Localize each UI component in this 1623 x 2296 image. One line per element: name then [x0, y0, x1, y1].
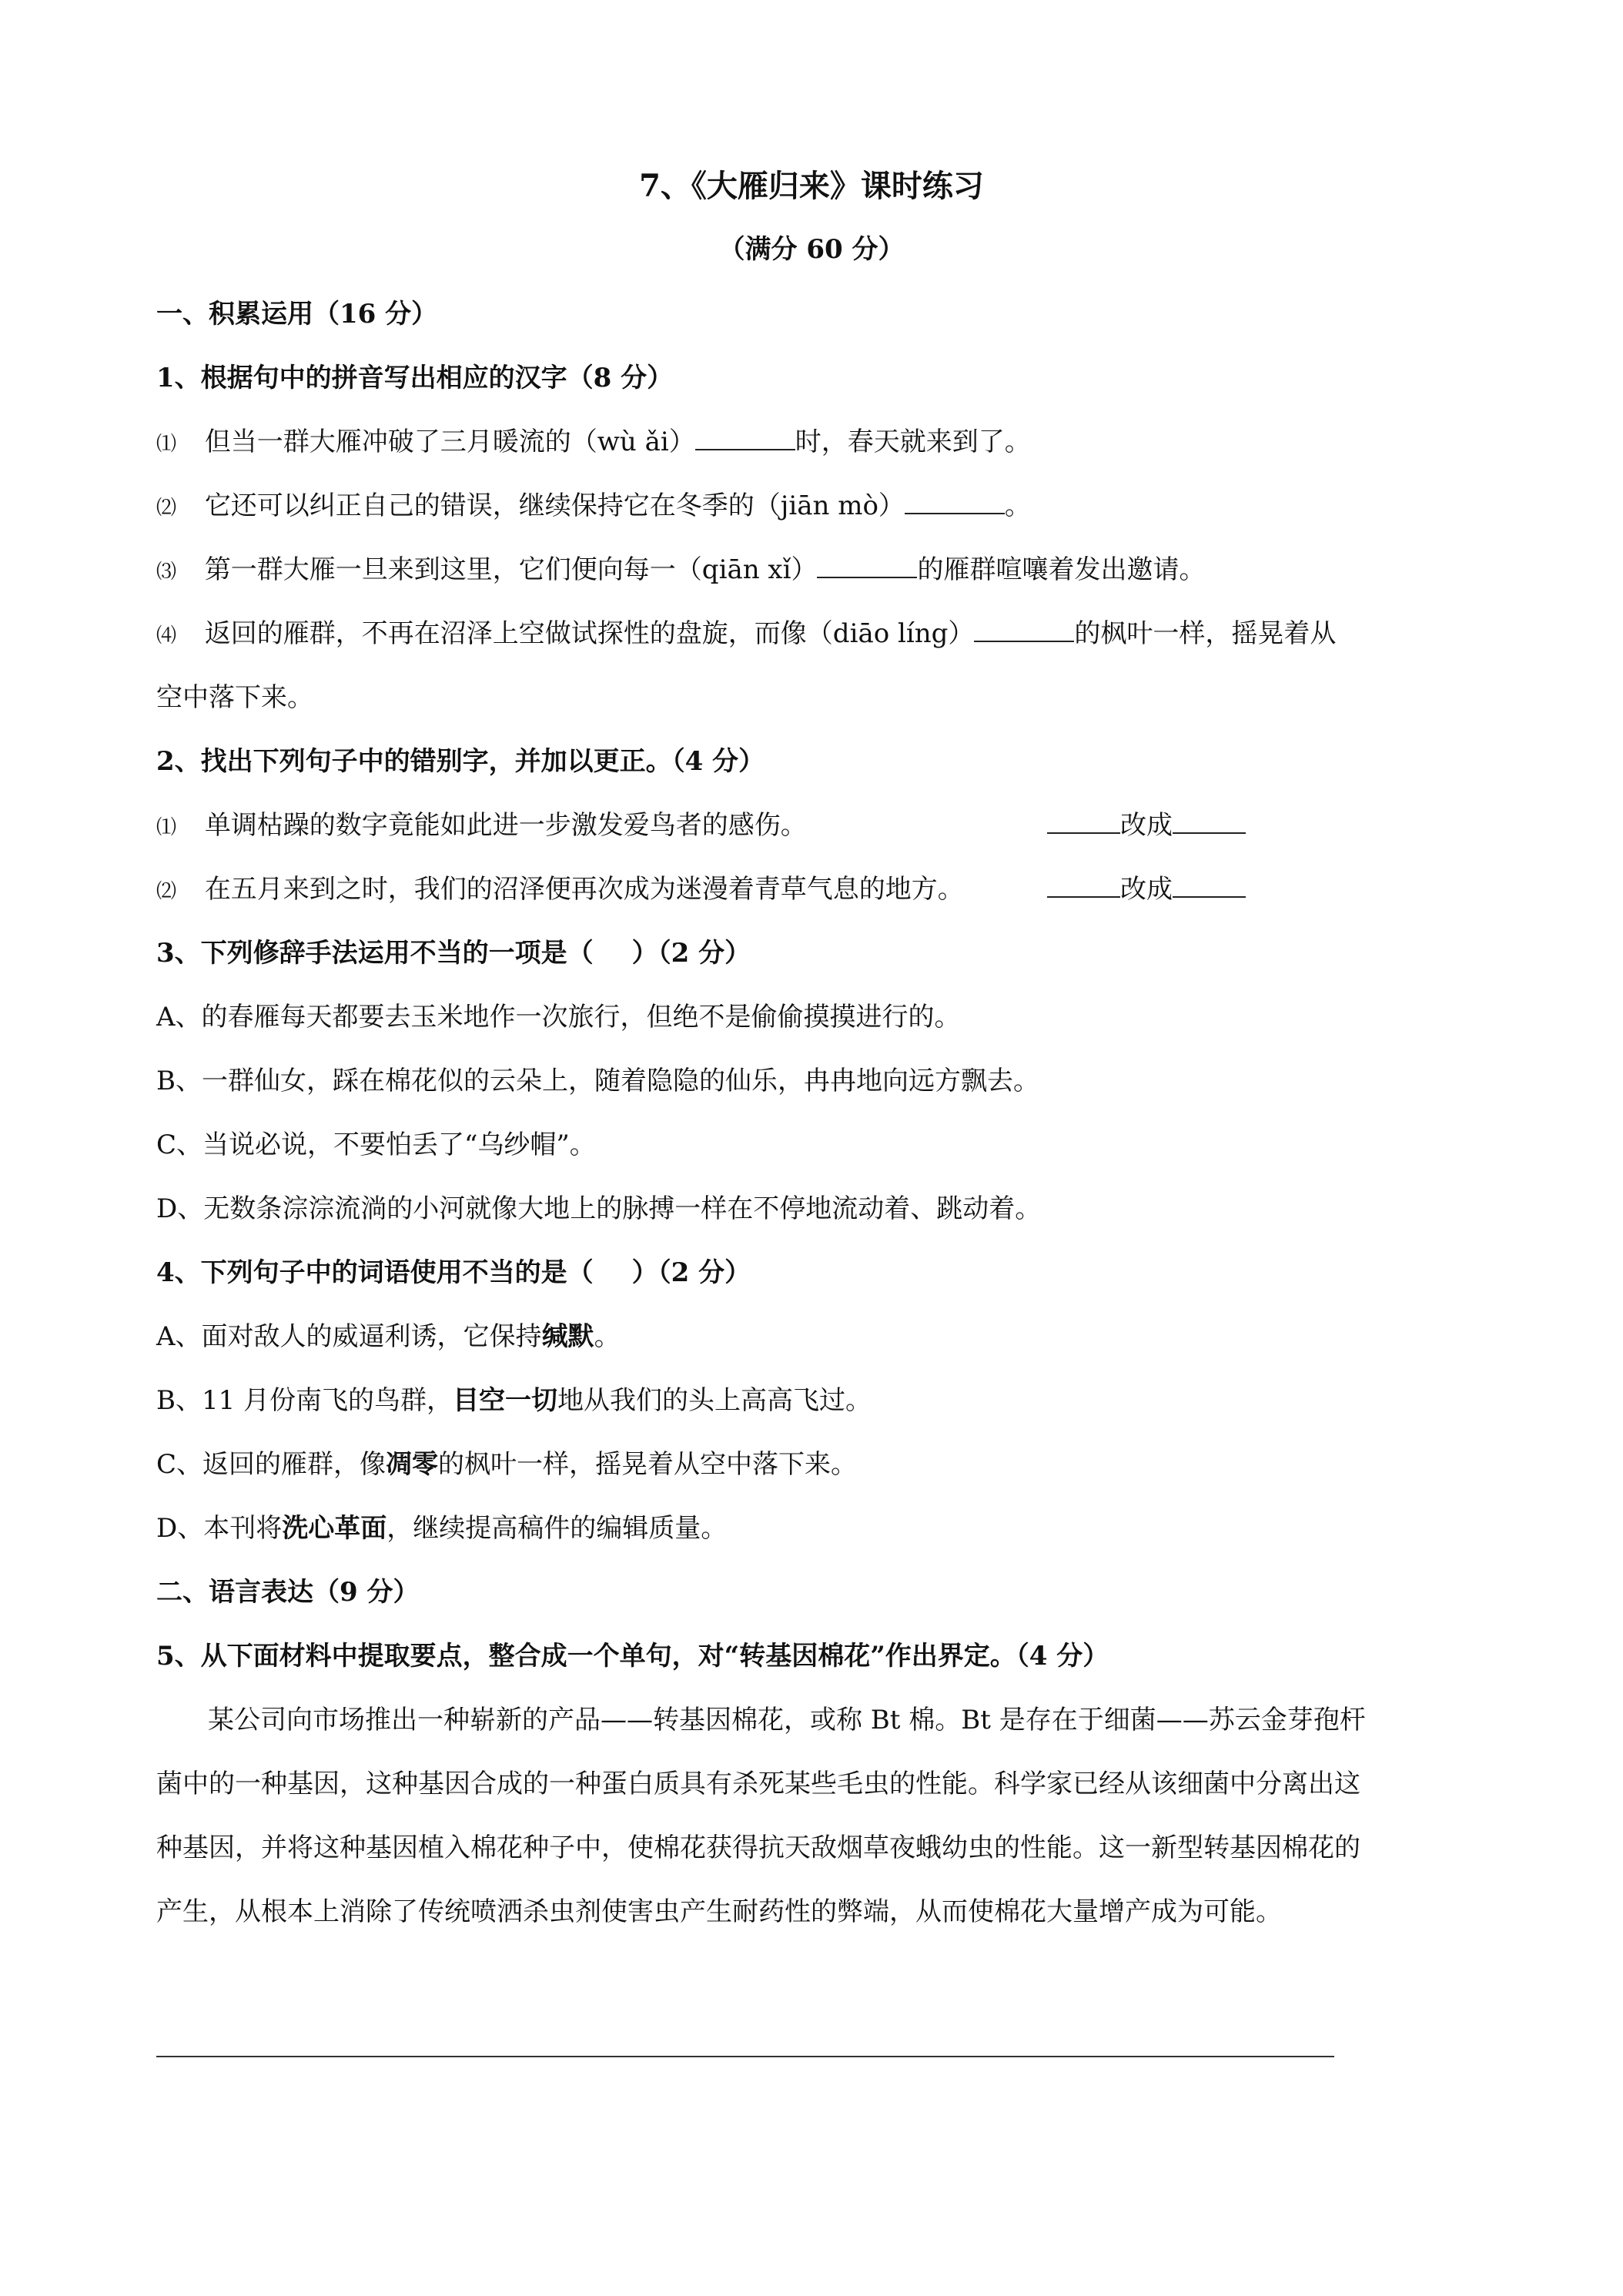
q5-stem: 5、从下面材料中提取要点，整合成一个单句，对“转基因棉花”作出界定。（4 分）	[156, 1641, 1109, 1672]
q3-stem	[156, 935, 751, 972]
item-text: 的枫叶一样，摇晃着从	[1074, 618, 1337, 649]
option-text: C、返回的雁群，像	[156, 1449, 387, 1480]
page-subtitle: （满分 60 分）	[718, 234, 905, 265]
item-text: 但当一群大雁冲破了三月暖流的（wù ǎi）	[204, 427, 695, 457]
wrong-char-blank[interactable]	[1047, 809, 1120, 834]
option-keyword: 洗心革面	[282, 1513, 387, 1544]
item-number: ⑵	[156, 880, 177, 903]
item-text: 单调枯躁的数字竟能如此进一步激发爱鸟者的感伤。	[204, 810, 807, 841]
section1-heading: 一、积累运用（16 分）	[156, 299, 438, 330]
q3-option-a: A、的春雁每天都要去玉米地作一次旅行，但绝不是偷偷摸摸进行的。	[156, 1002, 961, 1033]
section2-heading: 二、语言表达（9 分）	[156, 1577, 420, 1608]
option-text: 的枫叶一样，摇晃着从空中落下来。	[438, 1449, 858, 1480]
q3-option-c: C、当说必说，不要怕丢了“乌纱帽”。	[156, 1130, 596, 1160]
q4-stem-text: 4、下列句子中的词语使用不当的是（	[156, 1257, 594, 1288]
q5-passage-line-2: 菌中的一种基因，这种基因合成的一种蛋白质具有杀死某些毛虫的性能。科学家已经从该细菌中分离出这	[156, 1769, 1360, 1799]
q2-stem: 2、找出下列句子中的错别字，并加以更正。（4 分）	[156, 746, 765, 777]
item-number: ⑴	[156, 816, 177, 839]
q2-item-1	[156, 807, 807, 846]
wrong-char-blank[interactable]	[1047, 873, 1120, 898]
change-label: 改成	[1120, 810, 1173, 841]
q4-option-d	[156, 1510, 727, 1547]
option-text: A、面对敌人的威逼利诱，它保持	[156, 1321, 542, 1352]
item-text: 第一群大雁一旦来到这里，它们便向每一（qiān xǐ）	[204, 554, 818, 585]
q1-item-4-continuation: 空中落下来。	[156, 682, 313, 713]
option-text: ，继续提高稿件的编辑质量。	[387, 1513, 728, 1544]
q5-passage-line-3: 种基因，并将这种基因植入棉花种子中，使棉花获得抗天敌烟草夜蛾幼虫的性能。这一新型转基因棉花的	[156, 1832, 1360, 1863]
q4-stem	[156, 1254, 751, 1291]
q2-correction-1	[1047, 807, 1246, 844]
page-title: 7、《大雁归来》课时练习	[639, 168, 984, 204]
q4-option-a	[156, 1318, 621, 1355]
q4-option-c	[156, 1446, 857, 1483]
q5-passage-line-4: 产生，从根本上消除了传统喷洒杀虫剂使害虫产生耐药性的弊端，从而使棉花大量增产成为可能。	[156, 1896, 1282, 1927]
right-char-blank[interactable]	[1173, 809, 1246, 834]
option-keyword: 目空一切	[453, 1385, 558, 1416]
option-text: D、本刊将	[156, 1513, 283, 1544]
option-text: 。	[594, 1321, 621, 1352]
q4-stem-score: ）（2 分）	[631, 1257, 751, 1288]
q2-item-2	[156, 871, 964, 910]
q5-passage-line-1: 某公司向市场推出一种崭新的产品——转基因棉花，或称 Bt 棉。Bt 是存在于细菌——苏云金芽孢杆	[208, 1705, 1366, 1735]
item-text: 。	[1004, 490, 1031, 521]
q4-option-b	[156, 1382, 872, 1419]
option-keyword: 缄默	[541, 1321, 594, 1352]
answer-blank[interactable]	[974, 618, 1074, 642]
option-text: B、11 月份南飞的鸟群，	[156, 1385, 453, 1416]
answer-blank[interactable]	[905, 490, 1005, 514]
right-char-blank[interactable]	[1173, 873, 1246, 898]
option-keyword: 凋零	[386, 1449, 439, 1480]
item-number: ⑵	[156, 497, 177, 520]
q3-stem-text: 3、下列修辞手法运用不当的一项是（	[156, 938, 594, 969]
item-text: 的雁群喧嚷着发出邀请。	[917, 554, 1206, 585]
q1-item-1	[156, 423, 1031, 463]
answer-blank[interactable]	[817, 554, 917, 578]
item-number: ⑴	[156, 433, 177, 456]
item-number: ⑷	[156, 624, 177, 648]
q5-answer-line[interactable]	[156, 2056, 1334, 2057]
q1-stem: 1、根据句中的拼音写出相应的汉字（8 分）	[156, 363, 674, 393]
item-text: 在五月来到之时，我们的沼泽便再次成为迷漫着青草气息的地方。	[204, 874, 964, 905]
answer-blank[interactable]	[695, 426, 795, 450]
item-text: 它还可以纠正自己的错误，继续保持它在冬季的（jiān mò）	[204, 490, 905, 521]
option-text: 地从我们的头上高高飞过。	[557, 1385, 872, 1416]
item-number: ⑶	[156, 561, 177, 584]
q1-item-4	[156, 615, 1336, 654]
q3-stem-score: ）（2 分）	[631, 938, 751, 969]
q2-correction-2	[1047, 871, 1246, 908]
item-text: 返回的雁群，不再在沼泽上空做试探性的盘旋，而像（diāo líng）	[204, 618, 975, 649]
item-text: 时，春天就来到了。	[795, 427, 1031, 457]
q3-option-d: D、无数条淙淙流淌的小河就像大地上的脉搏一样在不停地流动着、跳动着。	[156, 1193, 1042, 1224]
q1-item-2	[156, 487, 1031, 527]
q3-option-b: B、一群仙女，踩在棉花似的云朵上，随着隐隐的仙乐，冉冉地向远方飘去。	[156, 1066, 1039, 1096]
change-label: 改成	[1120, 874, 1173, 905]
q1-item-3	[156, 551, 1205, 591]
